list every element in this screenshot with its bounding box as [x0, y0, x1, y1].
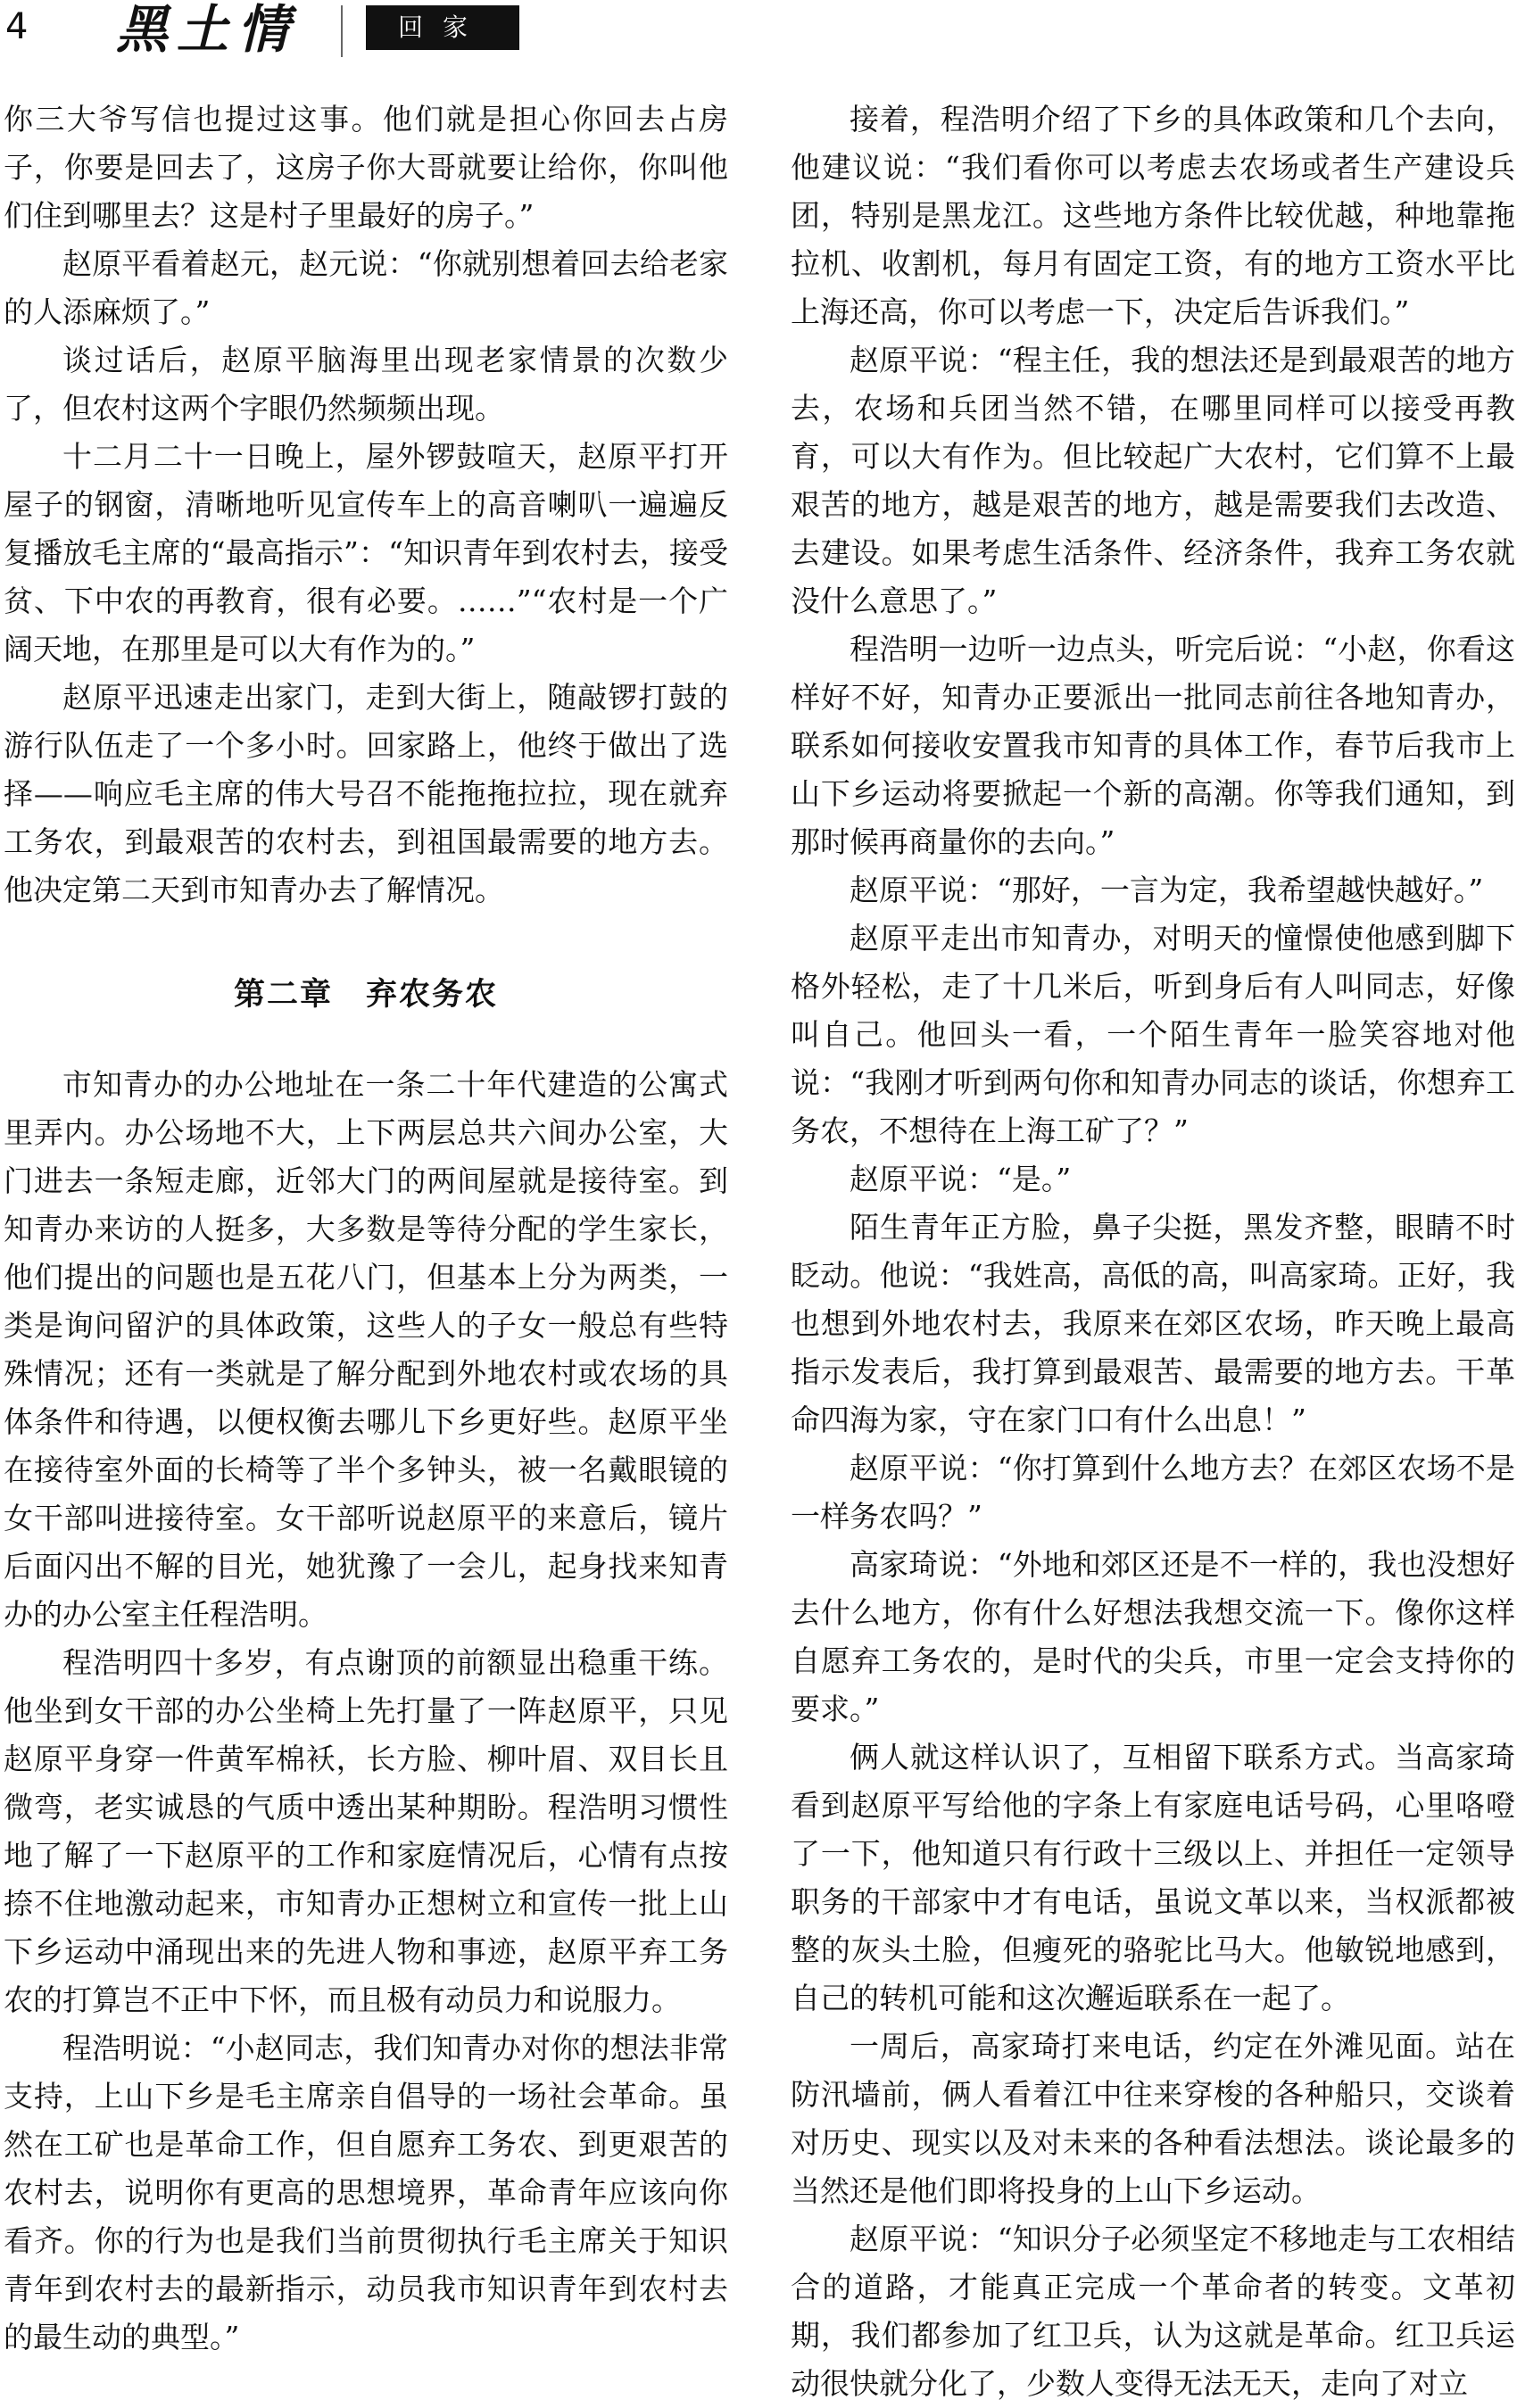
paragraph: 市知青办的办公地址在一条二十年代建造的公寓式里弄内。办公场地不大，上下两层总共六间办公室，大门进去一条短走廊，近邻大门的两间屋就是接待室。到知青办来访的人挺多，大多数是等待分配的学生家长，他们提出的问题也是五花八门，但基本上分为两类，一类是询问留沪的具体政策，这些人的子女一般总有些特殊情况；还有一类就是了解分配到外地农村或农场的具体条件和待遇，以便权衡去哪儿下乡更好些。赵原平坐在接待室外面的长椅等了半个多钟头，被一名戴眼镜的女干部叫进接待室。女干部听说赵原平的来意后，镜片后面闪出不解的目光，她犹豫了一会儿，起身找来知青办的办公室主任程浩明。 [4, 1067, 728, 1632]
paragraph: 赵原平看着赵元，赵元说：“你就别想着回去给老家的人添麻烦了。” [4, 246, 728, 329]
chapter-heading: 第二章 弃农务农 [233, 977, 498, 1013]
paragraph: 十二月二十一日晚上，屋外锣鼓喧天，赵原平打开屋子的钢窗，清晰地听见宣传车上的高音喇叭一遍遍反复播放毛主席的“最高指示”：“知识青年到农村去，接受贫、下中农的再教育，很有必要。……”“农村是一个广阔天地，在那里是可以大有作为的。” [4, 439, 728, 666]
paragraph: 赵原平说：“你打算到什么地方去？在郊区农场不是一样务农吗？” [791, 1451, 1515, 1534]
paragraph: 接着，程浩明介绍了下乡的具体政策和几个去向，他建议说：“我们看你可以考虑去农场或者生产建设兵团，特别是黑龙江。这些地方条件比较优越，种地靠拖拉机、收割机，每月有固定工资，有的地方工资水平比上海还高，你可以考虑一下，决定后告诉我们。” [791, 102, 1515, 329]
paragraph: 俩人就这样认识了，互相留下联系方式。当高家琦看到赵原平写给他的字条上有家庭电话号码，心里咯噔了一下，他知道只有行政十三级以上、并担任一定领导职务的干部家中才有电话，虽说文革以来，当权派都被整的灰头土脸，但瘦死的骆驼比马大。他敏锐地感到，自己的转机可能和这次邂逅联系在一起了。 [791, 1740, 1515, 2015]
paragraph: 赵原平迅速走出家门，走到大街上，随敲锣打鼓的游行队伍走了一个多小时。回家路上，他终于做出了选择——响应毛主席的伟大号召不能拖拖拉拉，现在就弃工务农，到最艰苦的农村去，到祖国最需要的地方去。他决定第二天到市知青办去了解情况。 [4, 680, 728, 907]
paragraph: 程浩明四十多岁，有点谢顶的前额显出稳重干练。他坐到女干部的办公坐椅上先打量了一阵赵原平，只见赵原平身穿一件黄军棉袄，长方脸、柳叶眉、双目长且微弯，老实诚恳的气质中透出某种期盼。程浩明习惯性地了解了一下赵原平的工作和家庭情况后，心情有点按捺不住地激动起来，市知青办正想树立和宣传一批上山下乡运动中涌现出来的先进人物和事迹，赵原平弃工务农的打算岂不正中下怀，而且极有动员力和说服力。 [4, 1645, 728, 2017]
paragraph: 赵原平走出市知青办，对明天的憧憬使他感到脚下格外轻松，走了十几米后，听到身后有人叫同志，好像叫自己。他回头一看，一个陌生青年一脸笑容地对他说：“我刚才听到两句你和知青办同志的谈话，你想弃工务农，不想待在上海工矿了？” [791, 921, 1515, 1148]
masthead-divider [341, 5, 343, 57]
page-number: 4 [5, 6, 29, 47]
paragraph: 陌生青年正方脸，鼻子尖挺，黑发齐整，眼睛不时眨动。他说：“我姓高，高低的高，叫高家琦。正好，我也想到外地农村去，我原来在郊区农场，昨天晚上最高指示发表后，我打算到最艰苦、最需要的地方去。干革命四海为家，守在家门口有什么出息！” [791, 1210, 1515, 1437]
paragraph: 谈过话后，赵原平脑海里出现老家情景的次数少了，但农村这两个字眼仍然频频出现。 [4, 343, 728, 426]
paragraph: 赵原平说：“那好，一言为定，我希望越快越好。” [850, 873, 1484, 907]
paragraph: 一周后，高家琦打来电话，约定在外滩见面。站在防汛墙前，俩人看着江中往来穿梭的各种船只，交谈着对历史、现实以及对未来的各种看法想法。谈论最多的当然还是他们即将投身的上山下乡运动。 [791, 2029, 1515, 2208]
paragraph: 赵原平说：“知识分子必须坚定不移地走与工农相结合的道路，才能真正完成一个革命者的转变。文革初期，我们都参加了红卫兵，认为这就是革命。红卫兵运动很快就分化了，少数人变得无法无天，走向了对立 [791, 2222, 1515, 2401]
left-column [4, 95, 728, 2362]
paragraph: 高家琦说：“外地和郊区还是不一样的，我也没想好去什么地方，你有什么好想法我想交流一下。像你这样自愿弃工务农的，是时代的尖兵，市里一定会支持你的要求。” [791, 1547, 1515, 1726]
right-column [791, 95, 1515, 2408]
paragraph: 程浩明说：“小赵同志，我们知青办对你的想法非常支持，上山下乡是毛主席亲自倡导的一场社会革命。虽然在工矿也是革命工作，但自愿弃工务农、到更艰苦的农村去，说明你有更高的思想境界，革命青年应该向你看齐。你的行为也是我们当前贯彻执行毛主席关于知识青年到农村去的最新指示，动员我市知识青年到农村去的最生动的典型。” [4, 2031, 728, 2354]
section-tag: 回家 [366, 5, 519, 50]
masthead-title: 黑土情 [116, 0, 299, 60]
paragraph: 赵原平说：“程主任，我的想法还是到最艰苦的地方去，农场和兵团当然不错，在哪里同样可以接受再教育，可以大有作为。但比较起广大农村，它们算不上最艰苦的地方，越是艰苦的地方，越是需要我们去改造、去建设。如果考虑生活条件、经济条件，我弃工务农就没什么意思了。” [791, 343, 1515, 618]
paragraph: 你三大爷写信也提过这事。他们就是担心你回去占房子，你要是回去了，这房子你大哥就要让给你，你叫他们住到哪里去？这是村子里最好的房子。” [4, 102, 728, 233]
paragraph: 赵原平说：“是。” [850, 1162, 1072, 1196]
paragraph: 程浩明一边听一边点头，听完后说：“小赵，你看这样好不好，知青办正要派出一批同志前往各地知青办，联系如何接收安置我市知青的具体工作，春节后我市上山下乡运动将要掀起一个新的高潮。你等我们通知，到那时候再商量你的去向。” [791, 632, 1515, 859]
